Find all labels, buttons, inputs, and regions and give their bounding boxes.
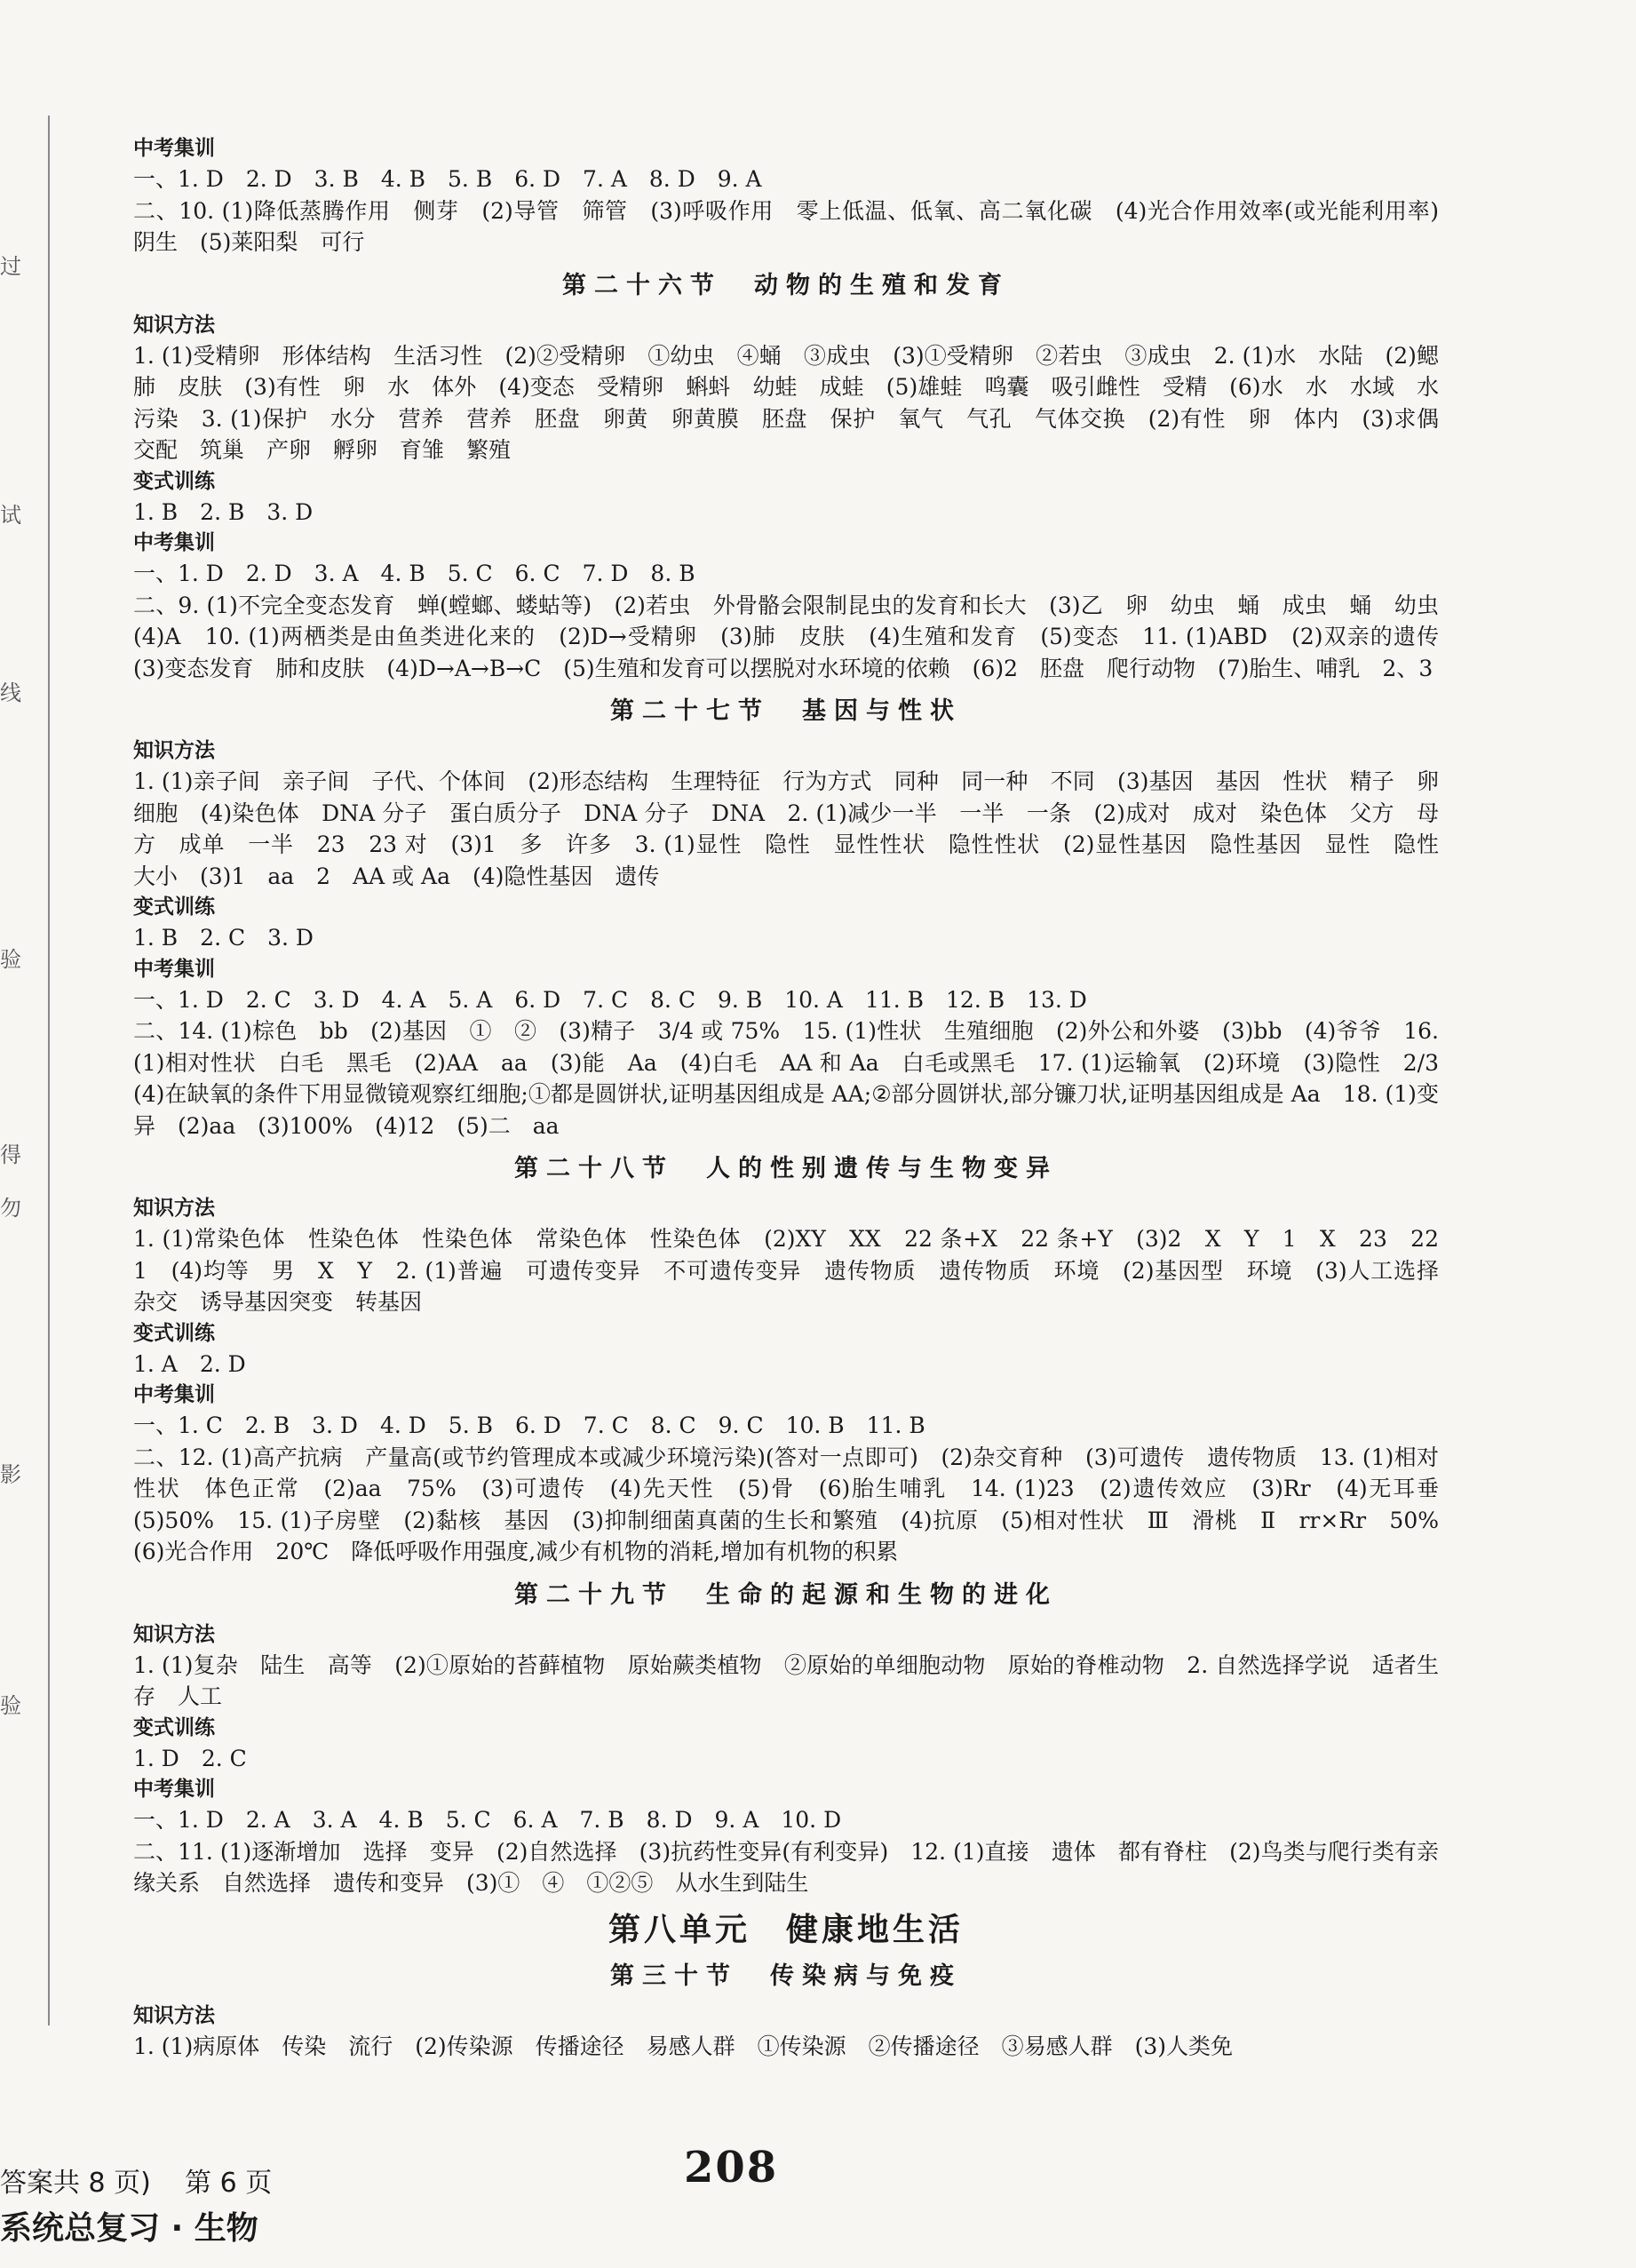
margin-char: 试 xyxy=(0,503,21,528)
margin-char: 线 xyxy=(0,680,21,705)
margin-char: 勿 xyxy=(0,1196,21,1221)
subsection-heading: 知识方法 xyxy=(133,1197,215,1220)
section-title: 第三十节 传染病与免疫 xyxy=(610,1962,962,1990)
answer-paragraph: 1. (1)复杂 陆生 高等 (2)①原始的苔藓植物 原始蕨类植物 ②原始的单细胞动物 原始的脊椎动物 2. 自然选择学说 适者生存 人工 xyxy=(133,1651,1439,1709)
answer-paragraph: 1. B 2. C 3. D xyxy=(133,925,314,951)
section-title: 第二十八节 人的性别遗传与生物变异 xyxy=(514,1155,1058,1182)
answer-paragraph: 一、1. C 2. B 3. D 4. D 5. B 6. D 7. C 8. C 9. C 10. B 11. B xyxy=(133,1413,925,1438)
answer-paragraph: 一、1. D 2. A 3. A 4. B 5. C 6. A 7. B 8. D 9. A 10. D xyxy=(133,1807,842,1833)
section-title: 第二十七节 基因与性状 xyxy=(610,697,962,725)
subsection-heading: 变式训练 xyxy=(133,1715,215,1739)
margin-char: 得 xyxy=(0,1142,21,1167)
subsection-heading: 变式训练 xyxy=(133,469,215,493)
answer-paragraph: 一、1. D 2. C 3. D 4. A 5. A 6. D 7. C 8. C 9. B 10. A 11. B 12. B 13. D xyxy=(133,986,1087,1013)
answer-paragraph: 1. (1)受精卵 形体结构 生活习性 (2)②受精卵 ①幼虫 ④蛹 ③成虫 (3)①受精卵 ②若虫 ③成虫 2. (1)水 水陆 (2)鳃 肺 皮肤 (3)有性 卵 水 体外 (4)变态 受精卵 蝌蚪 幼蛙 成蛙 (5)雄蛙 鸣囊 吸引雌性 受精 (6)水 水 水域 水污染 3. (1)保护 水分 营养 营养 胚盘 卵黄 卵黄膜 胚盘 保护 氧气 气孔 气体交换 (2)有性 卵 体内 (3)求偶 交配 筑巢 产卵 孵卵 育雏 繁殖 xyxy=(133,342,1462,463)
page-number: 208 xyxy=(684,2143,779,2192)
answer-paragraph: 1. (1)常染色体 性染色体 性染色体 常染色体 性染色体 (2)XY XX 22 条+X 22 条+Y (3)2 X Y 1 X 23 22 1 (4)均等 男 X Y 2. (1)普遍 可遗传变异 不可遗传变异 遗传物质 遗传物质 环境 (2)基因型 环境 (3)人工选择 杂交 诱导基因突变 转基因 xyxy=(133,1226,1462,1315)
answer-paragraph: 1. (1)亲子间 亲子间 子代、个体间 (2)形态结构 生理特征 行为方式 同种 同一种 不同 (3)基因 基因 性状 精子 卵细胞 (4)染色体 DNA 分子 蛋白质分子 DNA 分子 DNA 2. (1)减少一半 一半 一条 (2)成对 成对 染色体 父方 母方 成单 一半 23 23 对 (3)1 多 许多 3. (1)显性 隐性 显性性状 隐性性状 (2)显性基因 隐性基因 显性 隐性 大小 (3)1 aa 2 AA 或 Aa (4)隐性基因 遗传 xyxy=(133,768,1462,889)
margin-char: 过 xyxy=(0,254,21,279)
subsection-heading: 知识方法 xyxy=(133,313,215,337)
footer-page-label: 第 6 页 xyxy=(185,2168,273,2199)
section-title: 第二十九节 生命的起源和生物的进化 xyxy=(514,1580,1058,1609)
footer-answer-count: 答案共 8 页) xyxy=(0,2168,151,2199)
answer-paragraph: 二、9. (1)不完全变态发育 蝉(螳螂、蝼蛄等) (2)若虫 外骨骼会限制昆虫的发育和长大 (3)乙 卵 幼虫 蛹 成虫 蛹 幼虫 (4)A 10. (1)两栖类是由鱼类进化来的 (2)D→受精卵 (3)肺 皮肤 (4)生殖和发育 (5)变态 11. (1)ABD (2)双亲的遗传 (3)变态发育 肺和皮肤 (4)D→A→B→C (5)生殖和发育可以摆脱对水环境的依赖 (6)2 胚盘 爬行动物 (7)胎生、哺乳 2、3 xyxy=(133,592,1462,681)
subsection-heading: 中考集训 xyxy=(133,531,215,554)
subsection-heading: 知识方法 xyxy=(133,1622,215,1646)
answer-paragraph: 1. (1)病原体 传染 流行 (2)传染源 传播途径 易感人群 ①传染源 ②传播途径 ③易感人群 (3)人类免 xyxy=(133,2033,1234,2059)
subsection-heading: 知识方法 xyxy=(133,739,215,762)
footer-subject: 系统总复习 · 生物 xyxy=(0,2210,258,2247)
answer-paragraph: 1. B 2. B 3. D xyxy=(133,498,314,525)
subsection-heading: 中考集训 xyxy=(133,1778,215,1801)
margin-char: 影 xyxy=(0,1462,21,1487)
subsection-heading: 变式训练 xyxy=(133,1321,215,1345)
subsection-heading: 变式训练 xyxy=(133,895,215,919)
subsection-heading: 中考集训 xyxy=(133,1383,215,1406)
margin-char: 验 xyxy=(0,947,21,972)
margin-char: 验 xyxy=(0,1693,21,1718)
answer-paragraph: 1. A 2. D xyxy=(133,1350,246,1377)
answer-paragraph: 一、1. D 2. D 3. B 4. B 5. B 6. D 7. A 8. D 9. A xyxy=(133,166,762,192)
answer-paragraph: 二、14. (1)棕色 bb (2)基因 ① ② (3)精子 3/4 或 75% 15. (1)性状 生殖细胞 (2)外公和外婆 (3)bb (4)爷爷 16. (1)相对性状 白毛 黑毛 (2)AA aa (3)能 Aa (4)白毛 AA 和 Aa 白毛或黑毛 17. (1)运输氧 (2)环境 (3)隐性 2/3 (4)在缺氧的条件下用显微镜观察红细胞;①都是圆饼状,证明基因组成是 AA;②部分圆饼状,部分镰刀状,证明基因组成是 Aa 18. (1)变异 (2)aa (3)100% (4)12 (5)二 aa xyxy=(133,1018,1462,1139)
answer-paragraph: 1. D 2. C xyxy=(133,1745,247,1771)
left-margin-line xyxy=(48,115,50,2025)
footer-page-info xyxy=(0,2161,272,2200)
subsection-heading: 中考集训 xyxy=(133,957,215,981)
section-title: 第二十六节 动物的生殖和发育 xyxy=(562,271,1010,299)
subsection-heading: 中考集训 xyxy=(133,137,215,160)
unit-title: 第八单元 健康地生活 xyxy=(608,1910,964,1948)
answer-paragraph: 一、1. D 2. D 3. A 4. B 5. C 6. C 7. D 8. B xyxy=(133,561,695,586)
answer-content xyxy=(133,133,1462,2062)
answer-paragraph: 二、10. (1)降低蒸腾作用 侧芽 (2)导管 筛管 (3)呼吸作用 零上低温、低氧、高二氧化碳 (4)光合作用效率(或光能利用率) 阴生 (5)莱阳梨 可行 xyxy=(133,197,1462,255)
subsection-heading: 知识方法 xyxy=(133,2003,215,2027)
answer-paragraph: 二、12. (1)高产抗病 产量高(或节约管理成本或减少环境污染)(答对一点即可) (2)杂交育种 (3)可遗传 遗传物质 13. (1)相对性状 体色正常 (2)aa 75% (3)可遗传 (4)先天性 (5)骨 (6)胎生哺乳 14. (1)23 (2)遗传效应 (3)Rr (4)无耳垂 (5)50% 15. (1)子房壁 (2)黏核 基因 (3)抑制细菌真菌的生长和繁殖 (4)抗原 (5)相对性状 Ⅲ 滑桃 Ⅱ rr×Rr 50% (6)光合作用 20℃ 降低呼吸作用强度,减少有机物的消耗,增加有机物的积累 xyxy=(133,1444,1462,1564)
answer-paragraph: 二、11. (1)逐渐增加 选择 变异 (2)自然选择 (3)抗药性变异(有利变异) 12. (1)直接 遗体 都有脊柱 (2)鸟类与爬行类有亲缘关系 自然选择 遗传和变异 (3)① ④ ①②⑤ 从水生到陆生 xyxy=(133,1838,1439,1896)
